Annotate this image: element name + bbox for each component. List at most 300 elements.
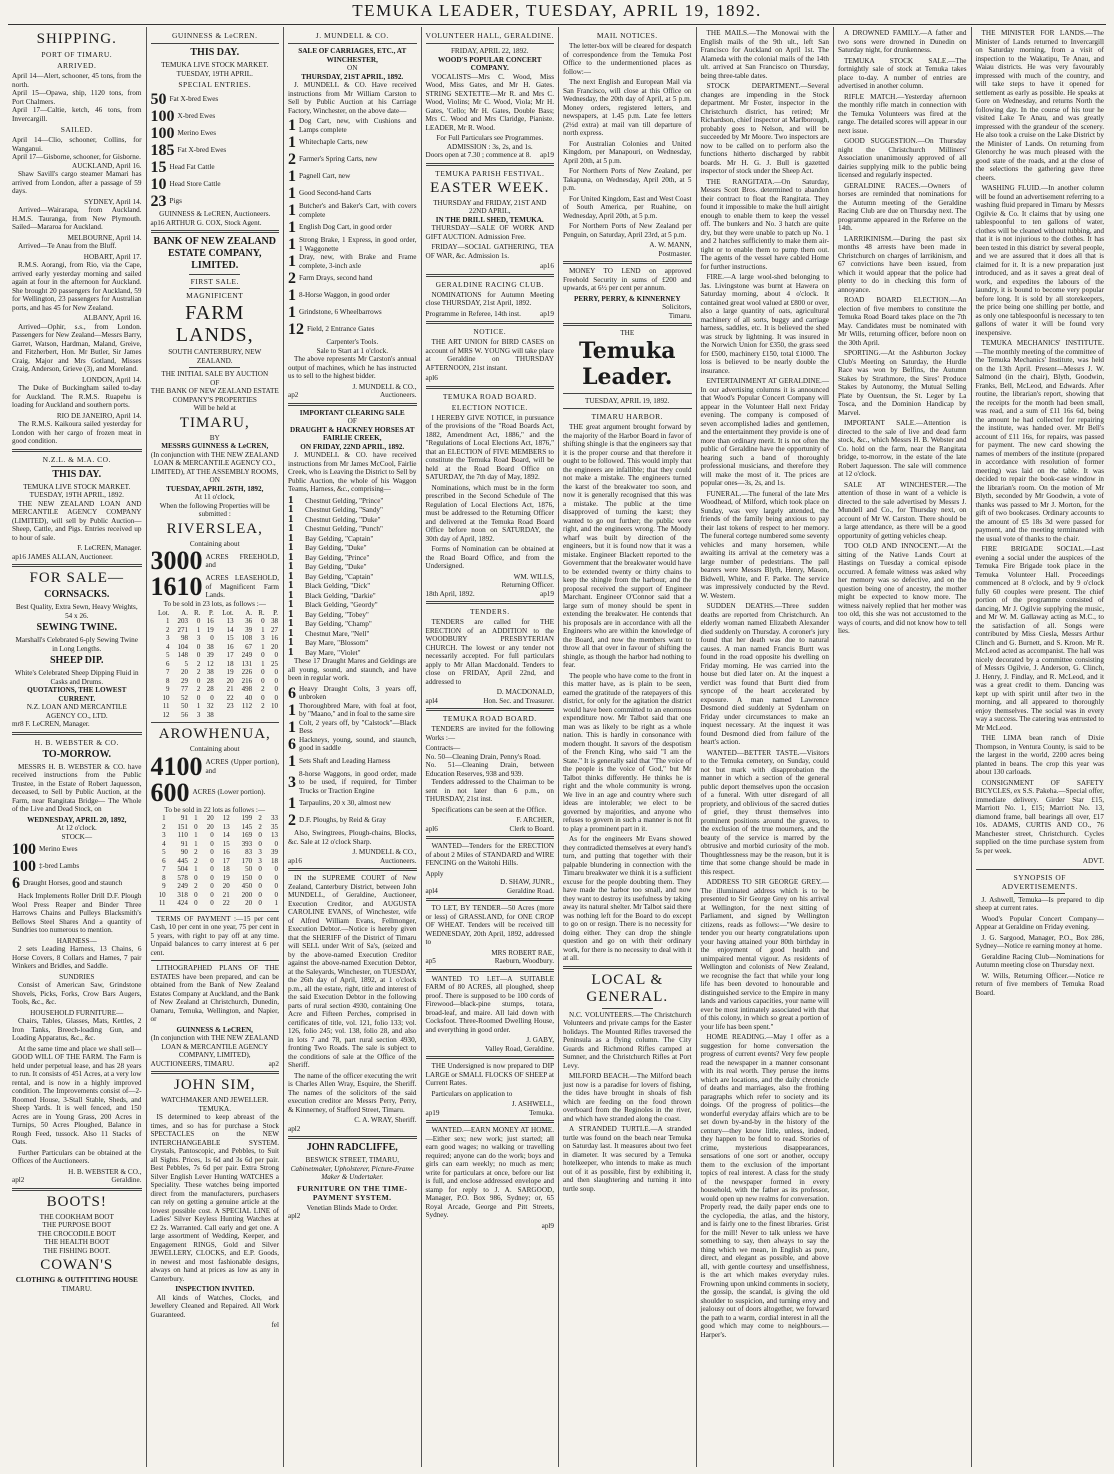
table-cell: 0 [274, 839, 278, 848]
ad-heading: DRAUGHT & HACKNEY HORSES AT FAIRLIE CREEK, [290, 425, 415, 442]
table-cell: 98 [180, 634, 188, 642]
item-text: Heavy Draught Colts, 3 years off, unbroken [299, 684, 417, 701]
table-cell: 35 [271, 822, 278, 831]
table-cell: 0 [261, 676, 265, 685]
acres-text: ACRES FREEHOLD, and [205, 552, 279, 569]
table-cell: 1 [194, 839, 198, 848]
acres-line [150, 751, 280, 781]
item-text: Chestnut Gelding, "Duke" [305, 515, 381, 524]
household-heading: HOUSEHOLD FURNITURE— [30, 1008, 124, 1017]
column-4 [421, 27, 559, 1467]
columns [8, 27, 1108, 1467]
table-cell: 10 [158, 890, 166, 899]
stock-heading: STOCK— [61, 832, 93, 841]
item-number: 1 [288, 512, 294, 525]
ad-code: ap16 [12, 552, 26, 561]
ad-subheading: CORNSACKS. [44, 589, 110, 600]
item-number: 1 [288, 168, 296, 185]
synopsis-item: Wood's Popular Concert Company—Appear at Geraldine on Friday evening. [975, 914, 1104, 931]
horse-item [288, 588, 417, 601]
item-number: 1 [288, 569, 294, 582]
notice-text: For United Kingdom, East and West Coast of South America, per Ruahine, on Wednesday, April 20th, at 5 p.m. [563, 194, 692, 220]
table-cell: 20 [271, 642, 278, 651]
table-cell: 17 [222, 856, 230, 865]
ad-code: ap16 [288, 856, 302, 865]
paper-title: Temuka Leader. [578, 337, 676, 390]
ad-text: White's Celebrated Sheep Dipping Fluid in Casks and Drums. [14, 669, 139, 686]
table-cell: 50 [245, 865, 253, 873]
news-paragraph: TEMUKA MECHANICS' INSTITUTE.—The monthly meeting of the committee of the Temuka Mechanics' Institute, was held on the 13th April. Present—Messrs J. W. Salmond (in the chair), Blyth, Goodwin, Franks, Bell, McLeod, and Edwards. After routine, the librarian's report, showing that the receipts for the month had been small, was read, and a sum of £11 16s 6d, being the amount he had collected for repairing the institute, was handed over. Mr Bell's account of £11 16s, for repairs, was passed for payment. The new card showing the names of members of the institute (prepared in accordance with resolution of former meeting) was laid on the table. It was decided to repair the book-case window in the librarian's room. On the motion of Mr Blyth, seconded by Mr Goodwin, a vote of thanks was passed to Mr J. Morton, for the gift of two bookcases. Ordinary accounts to the amount of £5 18s 3d were passed for payment, and the meeting terminated with the usual vote of thanks to the chair. [975, 339, 1104, 543]
item-text: Black Gelding, "Geordy" [305, 601, 378, 609]
news-paragraph: FUNERAL.—The funeral of the late Mrs Woodhead, of Milford, which took place on Sunday, was very largely attended, the friends of the family being anxious to pay their last tokens of respect to her memory. The funeral cortege numbered some seventy vehicles and many horsemen, while awaiting its arrival at the cemetery was a large number of pedestrians. The pall bearers were Messrs Blyth, Henry, Mason, Bidwell, White, and F. Parke. The service was impressively conducted by the Revd. W. Western. [700, 489, 829, 600]
notice-text: For Northern Ports of New Zealand, per Takapuna, on Wednesday, April 20th, at 5 p.m. [563, 167, 692, 192]
table-cell: 29 [180, 676, 188, 685]
item-number: 1 [288, 560, 294, 572]
item-number: 1 [288, 493, 294, 506]
ad-text: IN THE DRILL SHED, TEMUKA. [435, 215, 544, 224]
numbered-item [151, 159, 280, 176]
table-cell: 2 [261, 702, 265, 710]
table-cell: 0 [261, 651, 265, 659]
ad-text: THE NEW ZEALAND LOAN AND MERCANTILE AGENCY COMPANY (LIMITED), will sell by Public Auction—Sheep, Cattle, and Pigs. Entries received up to hour of sale. [12, 499, 142, 542]
table-cell: 6 [162, 856, 166, 865]
table-cell: 16 [222, 848, 230, 856]
stock-list [288, 685, 417, 830]
ad-heading: SALE OF CARRIAGES, ETC., AT WINCHESTER, [298, 47, 407, 64]
table-cell: 4 [162, 839, 166, 848]
ad-text: Apply [425, 869, 444, 878]
numbered-item [151, 193, 280, 210]
item-text: Strong Brake, 1 Express, in good order, 1 Waggonette [299, 236, 417, 253]
ad-signature: J. GABY, [526, 1036, 554, 1044]
news-paragraph: The Duke of Buckingham sailed to-day for Auckland. The R.M.S. Ruapehu is loading for Auckland and southern ports. [12, 384, 142, 409]
column-6 [696, 27, 834, 1467]
ad-text: I HEREBY GIVE NOTICE, in pursuance of the provisions of the "Road Boards Act, 1882, Amendment Act, 1886," and the "Regulations of Local Elections Act, 1876," that an ELECTION of FIVE MEMBERS to constitute the Temuka Road Board, will be held at the Road Board Office on SATURDAY, the 7th day of May, 1892. [425, 413, 554, 481]
ad-date: THURSDAY, 21ST APRIL, 1892. [301, 72, 404, 81]
ad-code: apl2 [288, 1124, 301, 1133]
numbered-item [288, 795, 417, 812]
table-cell: 578 [177, 873, 188, 882]
news-paragraph: GERALDINE RACES.—Owners of horses are reminded that nominations for the Autumn meeting of the Geraldine Racing Club are due on Thursday next. The programme appeared in the Referee on the 14th. [838, 181, 967, 232]
table-cell: 1 [261, 625, 265, 634]
ad-signature: J. ASHWELL, [511, 1100, 554, 1108]
ad-text: Particulars on application to [431, 1089, 513, 1098]
item-number: 1 [288, 236, 296, 253]
item-text: Good Second-hand Carts [299, 189, 372, 198]
table-cell: 151 [177, 822, 188, 831]
numbered-item [288, 185, 417, 202]
table-cell: 33 [271, 814, 278, 822]
ad-text: TO LET, BY TENDER—50 Acres (more or less) of GRASSLAND, for ONE CROP OF WHEAT. Tenders will be received till WEDNESDAY, 20th April, 1892, addressed to [425, 904, 554, 946]
dateline: MELBOURNE, April 14. [67, 233, 142, 242]
item-text: Chestnut Gelding, "Sandy" [305, 506, 383, 514]
acres-number: 600 [150, 777, 190, 807]
notice-text: The letter-box will be cleared for despatch of correspondence from the Temuka Post Office to the undermentioned places as follow:— [563, 42, 692, 76]
ad-text: BY [209, 433, 220, 442]
item-text: Butcher's and Baker's Cart, with covers complete [299, 202, 417, 219]
table-cell [266, 711, 279, 720]
news-paragraph: Arrived—Ophir, s.s., from London. Passengers for New Zealand—Messrs Barry, Garret, Watson, Hardman, Maland, Greive, and Fitzherbert, Hon. Mr Butler, Sir James Craig, Major and Mrs Gotland, Misses Craig, Anderson, Grieve (3), and Moreland. [12, 322, 142, 373]
table-cell: 1 [194, 865, 198, 873]
news-paragraph: RIFLE MATCH.—Yesterday afternoon the monthly rifle match in connection with the Temuka Volunteers was fired at the range. The detailed scores will appear in our next issue. [838, 92, 967, 135]
item-text: Black Gelding, "Darkie" [305, 591, 376, 600]
table-cell: 0 [261, 668, 265, 676]
masthead-rule [8, 24, 1106, 25]
table-header-cell: A. [181, 608, 188, 617]
item-number: 1 [288, 598, 294, 610]
table-cell: 0 [274, 873, 278, 882]
ad-text: Best Quality, Extra Sewn, Heavy Weights, 54 x 26. [15, 603, 138, 620]
item-text: Bay Gelding, "Duke" [305, 544, 367, 552]
ad-text: Marshall's Celebrated 6-ply Sewing Twine in Long Lengths. [15, 636, 138, 653]
acres-number: 1610 [150, 572, 203, 601]
divider [12, 564, 142, 567]
ad-signature: D. MACDONALD, [496, 688, 554, 696]
news-paragraph: WASHING FLUID.—In another column will be found an advertisement referring to a washing fluid prepared in Timaru by Messrs Ogilvie & Co. It claims that by using one tablespoonful to ten gallons of water, clothes will be cleaned without rubbing, and that it is not injurious to the clothes. It has been tested in this district by several people, and we are assured that it does all that is claimed for it. It is a new preparation just introduced, and as it saves a great deal of work, and expedites the labours of the laundry, it is bound to become very popular before long. It is sold by all storekeepers, the price being one shilling per bottle, and as only one tablespoonful is necessary to ten gallons of water it will be found very inexpensive. [975, 184, 1104, 337]
divider [189, 367, 240, 368]
dateline: SYDNEY, April 14. [84, 197, 142, 206]
news-paragraph: Arrived—Wairarapa, from Auckland. H.M.S. Tauranga, from New Plymouth. Sailed—Mararoa for Auckland. [12, 206, 142, 231]
ad-text: J. MUNDELL & CO. have received instructions from Mr James McCool, Fairlie Creek, who is Leaving the District to Sell by Public Auction, the whole of his Waggon Teams, Harness, &c., comprising— [288, 451, 417, 493]
item-number: 100 [150, 125, 175, 142]
horse-item [288, 543, 417, 553]
table-cell: 424 [177, 899, 188, 907]
ad-text: FURNITURE ON THE TIME-PAYMENT SYSTEM. [296, 1183, 408, 1202]
ad-text: These 17 Draught Mares and Geldings are all young, sound, and staunch, and have been in regular work. [288, 657, 417, 682]
ad-text: Doors open at 7.30 ; commence at 8. [425, 151, 532, 159]
table-cell: 13 [271, 831, 278, 839]
table-cell: 15 [222, 839, 230, 848]
table-cell: 1 [274, 899, 278, 907]
table-cell: 16 [271, 634, 278, 642]
item-number: 1 [288, 550, 294, 563]
list-item: No. 51—Cleaning Drain, between Education Reserves, 938 and 939. [425, 761, 554, 778]
item-number: 1 [288, 522, 294, 534]
table-cell: 25 [271, 659, 278, 668]
table-cell: 131 [241, 659, 253, 668]
ad-text: WANTED TO LET—A SUITABLE FARM of 80 ACRES, all ploughed, sheep proof. There is supposed to be 100 cords of Firewood—black-pine stumps, totara, broad-leaf, and maire. All laid down with Cocksfoot. Three-Roomed Dwelling House, and everything in good order. [425, 974, 554, 1034]
item-number: 1 [288, 287, 296, 304]
table-row [151, 840, 280, 849]
table-cell: 1 [194, 831, 198, 839]
table-cell: 0 [210, 848, 214, 856]
table-row [151, 668, 280, 677]
ad-header: H. B. WEBSTER & CO. [34, 737, 119, 747]
item-text: Chestnut Gelding, "Prince" [305, 496, 384, 505]
news-paragraph: SALE AT WINCHESTER.—The attention of those in want of a vehicle is directed to the sale advertised by Messrs J. Mundell and Co., for Thursday next, on account of Mr W. Carston. There should be a large attendance, as there will be a good opportunity of getting vehicles cheap. [838, 480, 967, 540]
horse-item [288, 550, 417, 563]
table-row [151, 857, 280, 866]
item-number: 1 [288, 219, 296, 236]
ad-heading: WOOD'S POPULAR CONCERT COMPANY. [437, 55, 542, 72]
table-row [151, 899, 280, 908]
news-paragraph: A DROWNED FAMILY.—A father and two sons were drowned in Dunedin on Saturday night, for drunkenness. [838, 29, 967, 54]
table-cell: 0 [196, 617, 201, 625]
item-text: Draught Horses, good and staunch [23, 879, 123, 888]
synopsis-item: J. Ashwell, Temuka—Is prepared to dip sheep at current rates. [975, 895, 1104, 912]
ad-subheading: TEMUKA LIVE STOCK MARKET. TUESDAY, 19TH APRIL. [161, 61, 269, 78]
table-cell: 38 [206, 710, 214, 719]
table-cell: 504 [177, 865, 188, 873]
item-number: 1 [288, 607, 294, 620]
ad-date: ON FRIDAY, 22ND APRIL, 1892. [300, 442, 405, 451]
ad-signature: F. LeCREN, Manager. [77, 544, 142, 552]
table-cell: 112 [241, 702, 253, 710]
ad-subheading: MAGNIFICENT [186, 291, 244, 300]
ad-header: J. MUNDELL & CO. [315, 31, 389, 40]
table-row [151, 882, 280, 891]
item-text: Merino Ewes [39, 845, 78, 854]
item-number: 100 [150, 108, 175, 125]
ad-text: To be sold in 22 lots as follows :— [164, 805, 266, 814]
item-number: 12 [288, 321, 304, 338]
item-text: Bay Gelding, "Champ" [305, 620, 372, 628]
item-number: 1 [288, 626, 294, 639]
numbered-item [288, 151, 417, 168]
ad-text: Consist of American Saw, Grindstone Shovels, Picks, Forks, Crow Bars Augers, Tools, &c., &c. [12, 981, 142, 1006]
table-cell: 19 [222, 873, 230, 882]
numbered-item [288, 219, 417, 236]
ad-code: apl4 [425, 696, 438, 705]
list-item: No. 50—Cleaning Drain, Penny's Road. [425, 752, 541, 761]
divider [426, 321, 555, 324]
table-cell: 108 [241, 634, 253, 642]
table-cell: 28 [206, 676, 214, 685]
acres-number: 4100 [150, 751, 203, 781]
ad-header: N.Z.L. & M.A. CO. [42, 454, 111, 464]
numbered-item [288, 702, 417, 719]
table-cell: 3 [165, 634, 170, 642]
lots-table [151, 609, 280, 720]
horse-item [288, 626, 417, 639]
table-cell: 28 [206, 685, 214, 693]
item-text: Bay Gelding, "Duke" [305, 563, 367, 571]
numbered-item [288, 134, 417, 151]
table-cell: 2 [258, 822, 262, 831]
item-number: 1 [288, 304, 296, 321]
table-header-cell: R. [258, 608, 265, 617]
table-cell: 38 [206, 668, 214, 676]
ad-date: 18th April, 1892. [425, 589, 475, 598]
table-cell: 27 [271, 625, 278, 634]
table-cell: 271 [177, 625, 188, 634]
boots-list [12, 1213, 142, 1256]
table-row [151, 660, 280, 669]
ad-subheading: SPECIAL ENTRIES. [178, 80, 252, 89]
ad-text: NOMINATIONS for Autumn Meeting close THURSDAY, 21st April, 1892. [425, 290, 554, 307]
table-cell: 3 [196, 634, 201, 642]
ad-place: Geraldine Road. [506, 886, 554, 895]
table-cell: 393 [241, 839, 253, 848]
ad-text: Will be held at [193, 404, 236, 412]
ad-text: Tenders addressed to the Chairman to be sent in not later than 6 p.m., on THURSDAY, 21st inst. [425, 778, 554, 803]
table-cell: 145 [241, 822, 253, 831]
table-cell: 18 [222, 865, 230, 873]
ad-text: Venetian Blinds Made to Order. [306, 1203, 398, 1212]
horse-item [288, 600, 417, 610]
ad-code: ap19 [425, 1108, 440, 1117]
item-number: 1 [288, 134, 296, 151]
table-row [151, 677, 280, 686]
ad-text: ON [209, 476, 220, 484]
ad-text: MESSRS GUINNESS & LeCREN, [161, 442, 269, 450]
table-cell: 0 [261, 693, 265, 702]
table-cell: 148 [177, 651, 188, 659]
carriage-list [288, 117, 417, 338]
horse-list [288, 493, 417, 658]
divider [288, 403, 417, 406]
acres-line [151, 574, 280, 600]
item-text: ‡-bred Lambs [39, 862, 80, 871]
ad-signature: F. LeCREN, Manager. [25, 720, 90, 728]
ad-text: TENDERS are called for THE ERECTION of an ADDITION to the WOODBURY PRESBYTERIAN CHURCH. The lowest or any tender not necessarily accepted. For full particulars apply to Mr Allan Macdonald. Tenders to close on FRIDAY, April 22nd, and addressed to [425, 618, 554, 686]
item-number: 23 [150, 193, 167, 210]
arrivals-list [12, 72, 142, 123]
contract-list [426, 753, 555, 779]
ad-place: Raeburn, Woodbury. [494, 957, 554, 965]
ad-date: THURSDAY and FRIDAY, 21ST AND 22ND APRIL, [433, 198, 547, 215]
table-cell: 12 [162, 710, 170, 719]
table-cell: 318 [177, 890, 188, 899]
ad-text: To be sold in 23 lots, as follows :— [163, 600, 266, 608]
ad-header: GUINNESS & LeCREN. [172, 31, 258, 40]
table-cell: 5 [162, 848, 166, 856]
ad-text: Further Particulars can be obtained at the Offices of the Auctioneers. [12, 1148, 142, 1165]
table-cell: 150 [241, 873, 253, 882]
numbered-item [288, 117, 417, 134]
notice-text: The next English and European Mail via San Francisco, will close at this Office on Wednesday, the 20th day of April, at 5 p.m. Money orders, registered letters, and newspapers, at 1.45 p.m. Late fee letters (2½d extra) at mail van till departure of north express. [563, 78, 692, 137]
numbered-item [288, 287, 417, 304]
ad-text: MESSRS H. B. WEBSTER & CO. have received instructions from the Public Trustee, in the Estate of Robert Jaquesson, deceased, to Sell by Public Auction, at the Farm, near Rangitata Bridge— The Whole of the Live and Dead Stock, on [12, 762, 142, 813]
ad-signature: D. SHAW, JUNR., [500, 878, 554, 886]
horse-item [288, 505, 417, 515]
article-paragraph: THE great argument brought forward by the majority of the Harbor Board in favor of shifting shingle is that the engineers say that it is the proper course and that therefore it ought to be followed. This would imply that the engineers are infallible; that they could not make a mistake. The engineers turned the karst of the breakwater too soon, and now it is generally recognised that this was a mistake. The public at the time disapproved of turning the karst; they wanted to go out further; the public were right, and the engineers wrong. The Moody wharf was built by direction of the engineers, but it is found now that it was a mistake. Engineer Blackett reported to the Government that the breakwater would have to be extended twenty or thirty chains to keep the shingle from the harbour, and the proposal received the support of Engineer Marchant. Engineer O'Connor said that a large sum of money should be spent in extending the breakwater. He contends that his proposals are in accordance with all the Engineers who are within the knowledge of the Board, and now the members want to throw all that over in favour of shifting the shingle, as though the harbor had nothing to fear. [563, 423, 692, 669]
table-cell: 20 [222, 882, 230, 890]
table-cell: 249 [177, 882, 188, 890]
table-header-cell: P. [273, 608, 278, 617]
news-paragraph: THE MINISTER FOR LANDS.—The Minister of Lands returned to Invercargill on Saturday morning, from a visit of inspection to the Wakatipu, Te Anau, and Waiau districts. He was very favourably impressed with much of the country, and will take steps to have it opened for settlement as early as possible. He speaks at Gore on Wednesday, and returns North the following day. In the course of his tour he visited Lake Te Anau, and was greatly impressed with the grandeur of the scenery. He also took a cruise on the Lake District by the Minister of Lands. On returning from Glenorchy he was much pleased with the good state of the roads, and at the close of the selections the gathering gave three cheers. [975, 29, 1104, 182]
table-cell: 0 [261, 617, 265, 625]
item-number: 15 [150, 159, 167, 176]
item-number: 1 [288, 588, 294, 601]
ad-header: VOLUNTEER HALL, GERALDINE. [425, 31, 554, 40]
easter-heading: EASTER WEEK. [430, 179, 550, 196]
item-text: D.F. Ploughs, by Reid & Gray [299, 816, 386, 825]
ad-code: ap19 [540, 309, 554, 318]
item-text: Dray, new, with Brake and Frame complete, 3-inch axle [299, 253, 417, 270]
table-cell: 0 [274, 882, 278, 890]
table-cell: 450 [241, 882, 253, 890]
item-number: 100 [12, 841, 36, 858]
table-cell: 23 [226, 702, 234, 710]
ad-text: THURSDAY—SALE OF WORK AND GIFT AUCTION. Admission Free. [425, 224, 554, 241]
item-text: Bay Mare, "Violet" [305, 648, 361, 657]
table-row [151, 626, 280, 635]
table-cell: 0 [194, 899, 198, 907]
table-row [151, 814, 280, 823]
table-cell: 0 [194, 822, 198, 831]
news-paragraph: STOCK DEPARTMENT.—Several changes are impending in the Stock department. Mr Foster, inspector in the Christchurch district, has retired; Mr Richardson, chief inspector at Marlborough, probably goes to Nelson, and will be succeeded by Mr Moore. Two inspectors are now to be called on to perform also the functions hitherto discharged by rabbit boards. Mr H. G. J. Bull is gazetted inspector of stock under the Sheep Act. [700, 82, 829, 175]
table-cell: 0 [194, 890, 198, 899]
divider [563, 261, 692, 264]
acres-line [150, 777, 280, 807]
table-cell: 20 [226, 676, 234, 685]
divider [151, 43, 280, 44]
column-7 [833, 27, 971, 1467]
item-number: 1 [288, 701, 296, 719]
table-cell [253, 711, 265, 720]
table-cell: 445 [177, 856, 188, 865]
horse-item [288, 512, 417, 525]
dateline: LONDON, April 14. [82, 375, 142, 384]
table-cell: 1 [196, 702, 201, 710]
sailed-heading: SAILED. [60, 125, 93, 134]
acres-line [151, 548, 280, 574]
numbered-item [288, 236, 417, 253]
item-text: Bay Gelding, "Prince" [305, 553, 370, 562]
table-cell: 38 [271, 617, 278, 625]
horse-item [288, 638, 417, 648]
table-cell: 91 [180, 814, 188, 822]
ad-header: GERALDINE RACING CLUB. [435, 279, 544, 289]
table-cell: 56 [180, 710, 188, 719]
table-cell: 0 [258, 873, 262, 882]
table-cell: 15 [226, 634, 234, 642]
table-cell: 6 [165, 659, 170, 668]
table-cell: 9 [165, 685, 170, 693]
table-cell: 1 [261, 659, 265, 668]
table-cell: 0 [258, 831, 262, 839]
ad-text: Chairs, Tables, Glasses, Mats, Kettles, 2 Iron Tanks, Breech-loading Gun, and Loading Apparatus, &c., &c. [12, 1017, 142, 1042]
ad-signature: WM. WILLS, [513, 572, 554, 581]
ad-text: 2 sets Leading Harness, 13 Chains, 6 Horse Covers, 8 Collars and Hames, 7 pair Winkers and Bridles, and Saddle. [12, 945, 142, 970]
column-1 [8, 27, 146, 1467]
table-cell: 226 [241, 668, 253, 676]
table-cell: 4 [165, 642, 170, 651]
ad-text: IS determined to keep abreast of the times, and so has for purchase a Stock SPECTACLES on the NEW INTERCHANGEABLE SYSTEM. Crystals, Pantoscopic, and Pebbles, to Suit all Sights. Prices, 1s 6d and 3s 6d per pair. Best Pebbles, 7s 6d per pair. Extra Strong Silver English Lever Hunting WATCHES a Speciality. These watches being imported direct from the manufacturers, purchasers can rely on getting a genuine article at the lowest possible cost. A SPECIAL LINE of Ladies' Silver Keyless Hunting Watches at £2 2s. Warranted. Call early and get one. A large assortment of Wedding, Keeper, and Engagement RINGS, Gold and Silver JEWELLERY, CLOCKS, and E.P. Goods, in newest and most fashionable designs, always on hand at prices as low as any in Canterbury. [150, 1113, 279, 1283]
numbered-item [288, 736, 417, 753]
article-heading: TIMARU HARBOR. [591, 412, 664, 421]
column-3 [283, 27, 421, 1467]
table-cell: 1 [194, 814, 198, 822]
numbered-item [288, 321, 417, 338]
divider [151, 722, 280, 723]
column-5 [558, 27, 696, 1467]
ad-text: ADMISSION : 3s, 2s, and 1s. [446, 142, 533, 151]
ad-signature: JAMES ALLAN, Auctioneer. [27, 552, 113, 561]
ad-heading: TO-MORROW. [42, 748, 112, 760]
ad-text: All kinds of Watches, Clocks, and Jewellery Cleaned and Repaired. All Work Guaranteed. [150, 1293, 279, 1319]
table-cell: 16 [206, 617, 214, 625]
list-item: April 17—Gisborne, schooner, for Gisborne. [12, 153, 141, 161]
ad-text: (In conjunction with THE NEW ZEALAND LOAN & MERCANTILE AGENCY CO., LIMITED), AT THE ASSEMBLY ROOMS, [150, 450, 279, 476]
item-number: 10 [150, 176, 167, 193]
ad-code: apl2 [12, 1176, 25, 1184]
news-paragraph: SUDDEN DEATHS.—Three sudden deaths are reported from Christchurch. An elderly woman named Elizabeth Alexander died suddenly on Thursday. A coroner's jury found that her death was due to natural causes. A man named Francis Burtt was found in the road opposite his dwelling on Friday morning. He was carried into the house but died later on. At the inquest a verdict was found that Burtt died from syncope of the heart accelerated by exposure. A man named Lawrence Desmond died suddenly at Sydenham on Friday under circumstances to make an inquest necessary. At the inquest it was found Desmond died from failure of the heart's action. [700, 602, 829, 746]
table-cell: 5 [184, 659, 188, 668]
table-row [151, 865, 280, 874]
item-text: Thoroughbred Mare, with foal at foot, by "Maano," and in foal to the same sire [299, 701, 417, 718]
item-number: 1 [288, 541, 294, 553]
divider [288, 868, 417, 871]
ad-text: For Full Particulars see Programmes. [436, 134, 544, 142]
ad-text: OF [210, 378, 220, 387]
numbered-item [288, 812, 417, 829]
table-row [151, 643, 280, 652]
table-cell: 0 [210, 865, 214, 873]
item-text: Field, 2 Entrance Gates [307, 325, 375, 334]
table-row [151, 848, 280, 857]
